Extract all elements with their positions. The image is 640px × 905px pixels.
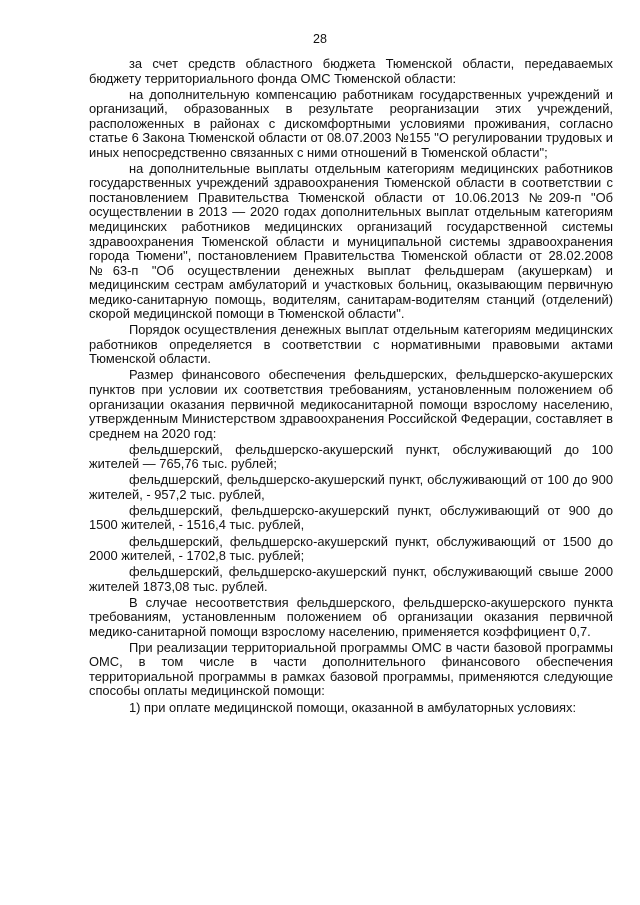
paragraph: фельдшерский, фельдшерско-акушерский пункт, обслуживающий от 900 до 1500 жителей, - 1516,4 тыс. рублей, [89,502,613,533]
paragraph: фельдшерский, фельдшерско-акушерский пункт, обслуживающий от 100 до 900 жителей, - 957,2 тыс. рублей, [89,472,613,502]
paragraph: на дополнительные выплаты отдельным категориям медицинских работников государственных учреждений здравоохранения Тюменской области в соответствии с постановлением Правительства Тюменской области от 10.06.2013 №209-п "Об осуществлении в 2013 — 2020 годах дополнительных выплат отдельным категориям медицинских работников медицинских организаций государственной системы здравоохранения Тюменской области и муниципальной системы здравоохранения города Тюмени", постановлением Правительства Тюменской области от 28.02.2008 №63-п "Об осуществлении денежных выплат фельдшерам (акушеркам) и медицинским сестрам амбулаторий и участковых больниц, оказывающим первичную медико-санитарную помощь, водителям, санитарам-водителям станций (отделений) скорой медицинской помощи в Тюменской области". [89,160,613,322]
paragraph: При реализации территориальной программы ОМС в части базовой программы ОМС, в том числе в части дополнительного финансового обеспечения территориальной программы в рамках базовой программы, применяются следующие способы оплаты медицинской помощи: [89,639,613,699]
paragraph: 1) при оплате медицинской помощи, оказанной в амбулаторных условиях: [129,699,577,715]
paragraph: на дополнительную компенсацию работникам государственных учреждений и организаций, образованных в результате реорганизации этих учреждений, расположенных в районах с дискомфортными условиями проживания, согласно статье 6 Закона Тюменской области от 08.07.2003 №155 "О регулировании трудовых и иных непосредственно связанных с ними отношений в Тюменской области"; [89,86,613,160]
paragraph: фельдшерский, фельдшерско-акушерский пункт, обслуживающий до 100 жителей — 765,76 тыс. рублей; [89,441,613,472]
paragraph: Порядок осуществления денежных выплат отдельным категориям медицинских работников определяется в соответствии с нормативными правовыми актами Тюменской области. [89,322,613,367]
paragraph: фельдшерский, фельдшерско-акушерский пункт, обслуживающий от 1500 до 2000 жителей, - 1702,8 тыс. рублей; [89,533,613,564]
paragraph: фельдшерский, фельдшерско-акушерский пункт, обслуживающий свыше 2000 жителей 1873,08 тыс. рублей. [89,564,613,594]
paragraph: В случае несоответствия фельдшерского, фельдшерско-акушерского пункта требованиям, установленным положением об организации оказания первичной медико-санитарной помощи взрослому населению, применяется коэффициент 0,7. [89,594,613,639]
paragraph: за счет средств областного бюджета Тюменской области, передаваемых бюджету территориального фонда ОМС Тюменской области: [89,56,613,86]
page-number: 28 [313,32,327,46]
document-body [89,57,613,717]
paragraph: Размер финансового обеспечения фельдшерских, фельдшерско-акушерских пунктов при условии их соответствия требованиям, установленным положением об организации оказания первичной медикосанитарной помощи взрослому населению, утвержденным Министерством здравоохранения Российской Федерации, составляет в среднем на 2020 год: [89,367,613,441]
